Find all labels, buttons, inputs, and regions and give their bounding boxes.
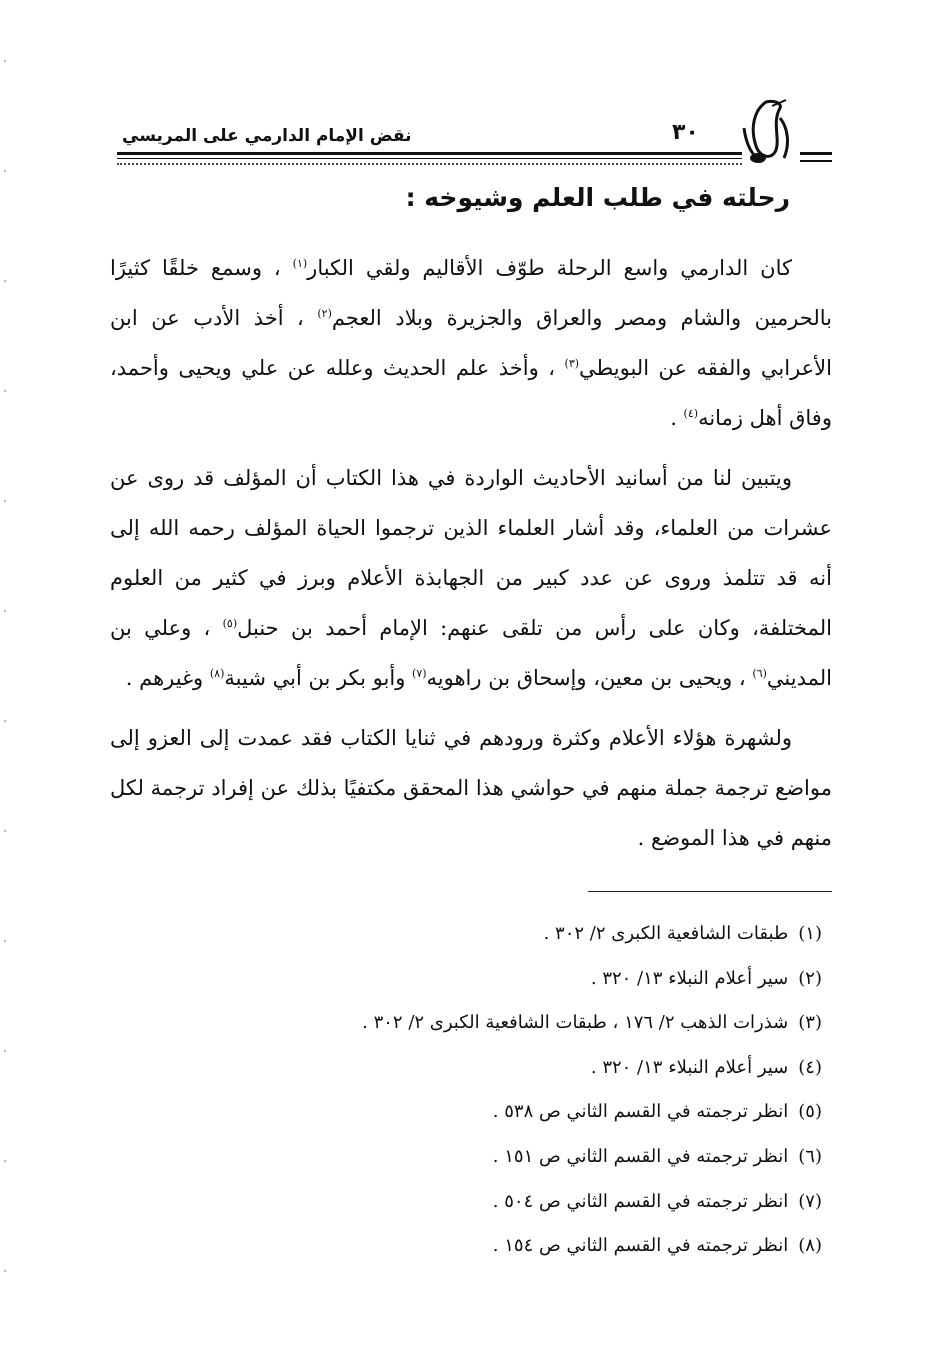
footnote-text: انظر ترجمته في القسم الثاني ص ٥٣٨ . [492, 1101, 789, 1123]
footnote-marker: (٢) [317, 307, 332, 320]
paragraph-text: وغيرهم . [125, 666, 210, 690]
footnote [200, 912, 822, 957]
paragraph-text: ، وأخذ علم الحديث وعلله عن علي ويحيى وأحمد، وفاق أهل زمانه [110, 356, 832, 430]
footnote-number: (٣) [798, 1012, 822, 1034]
header-rule-right [800, 152, 832, 155]
paragraph-text: ، وعلي بن المديني [110, 616, 832, 690]
footnote [200, 957, 822, 1002]
page-number: ٣٠ [672, 120, 699, 145]
footnote-number: (١) [798, 923, 822, 944]
footnote-text: سير أعلام النبلاء ١٣/ ٣٢٠ . [590, 967, 789, 989]
footnote-marker: (٤) [683, 407, 699, 420]
paragraph-1 [110, 243, 832, 443]
calligraphy-ornament-icon [736, 98, 798, 168]
footnote-text: انظر ترجمته في القسم الثاني ص ١٥٤ . [492, 1235, 789, 1257]
footnote-text: طبقات الشافعية الكبرى ٢/ ٣٠٢ . [543, 923, 789, 944]
paragraph-text: وأبو بكر بن أبي شيبة [224, 666, 413, 690]
scan-edge-noise [4, 0, 6, 1372]
footnote-number: (٧) [798, 1190, 822, 1212]
footnote-number: (٢) [798, 967, 822, 989]
page-header [0, 92, 941, 182]
paragraph-text: ولشهرة هؤلاء الأعلام وكثرة ورودهم في ثنايا الكتاب فقد عمدت إلى العزو إلى مواضع ترجمة جملة منهم في حواشي هذا المحقق مكتفيًا بذلك عن إفراد ترجمة لكل منهم في هذا الموضع . [110, 726, 832, 850]
footnote-marker: (٥) [222, 617, 238, 630]
footnote-text: انظر ترجمته في القسم الثاني ص ٥٠٤ . [492, 1190, 789, 1212]
footnote-marker: (٦) [752, 667, 767, 680]
footnote-marker: (١) [292, 257, 308, 270]
body-text [110, 243, 832, 873]
header-rule-dotted [117, 163, 742, 165]
paragraph-text: ، أخذ الأدب عن ابن الأعرابي والفقه عن البويطي [110, 306, 832, 380]
section-heading: رحلته في طلب العلم وشيوخه : [405, 183, 790, 212]
paragraph-2 [110, 453, 832, 703]
footnote [200, 1001, 822, 1046]
paragraph-text: . [670, 406, 684, 430]
footnote [200, 1046, 822, 1091]
footnote [200, 1224, 822, 1269]
footnote [200, 1180, 822, 1225]
footnote-text: انظر ترجمته في القسم الثاني ص ١٥١ . [492, 1145, 789, 1167]
footnote-separator [588, 891, 832, 892]
footnote-number: (٨) [798, 1235, 822, 1257]
paragraph-text: ويتبين لنا من أسانيد الأحاديث الواردة في هذا الكتاب أن المؤلف قد روى عن عشرات من العلماء، وقد أشار العلماء الذين ترجموا الحياة المؤلف رحمه الله إلى أنه قد تتلمذ وروى عن عدد كبير من الجهابذة الأعلام وبرز في كثير من العلوم المختلفة، وكان على رأس من تلقى عنهم: الإمام أحمد بن حنبل [110, 466, 832, 640]
footnote-number: (٦) [798, 1145, 822, 1167]
header-rule [117, 152, 742, 155]
footnote [200, 1135, 822, 1180]
footnote-marker: (٨) [209, 667, 225, 680]
footnote-text: شذرات الذهب ٢/ ١٧٦ ، طبقات الشافعية الكبرى ٢/ ٣٠٢ . [362, 1012, 789, 1034]
running-title: نقض الإمام الدارمي على المريسي [122, 126, 412, 146]
footnote-number: (٤) [798, 1056, 822, 1078]
footnotes [200, 912, 822, 1269]
footnote-marker: (٣) [564, 357, 580, 370]
paragraph-text: ، ويحيى بن معين، وإسحاق بن راهويه [426, 666, 753, 690]
footnote [200, 1090, 822, 1135]
paragraph-3 [110, 713, 832, 863]
header-rule-right-lower [800, 160, 832, 162]
paragraph-text: كان الدارمي واسع الرحلة طوّف الأقاليم ولقي الكبار [307, 256, 792, 280]
paragraph-text: ، وسمع خلقًا كثيرًا بالحرمين والشام ومصر والعراق والجزيرة وبلاد العجم [110, 256, 832, 330]
footnote-marker: (٧) [412, 667, 427, 680]
footnote-text: سير أعلام النبلاء ١٣/ ٣٢٠ . [590, 1056, 789, 1078]
footnote-number: (٥) [798, 1101, 822, 1123]
header-rule-thin [117, 158, 742, 159]
